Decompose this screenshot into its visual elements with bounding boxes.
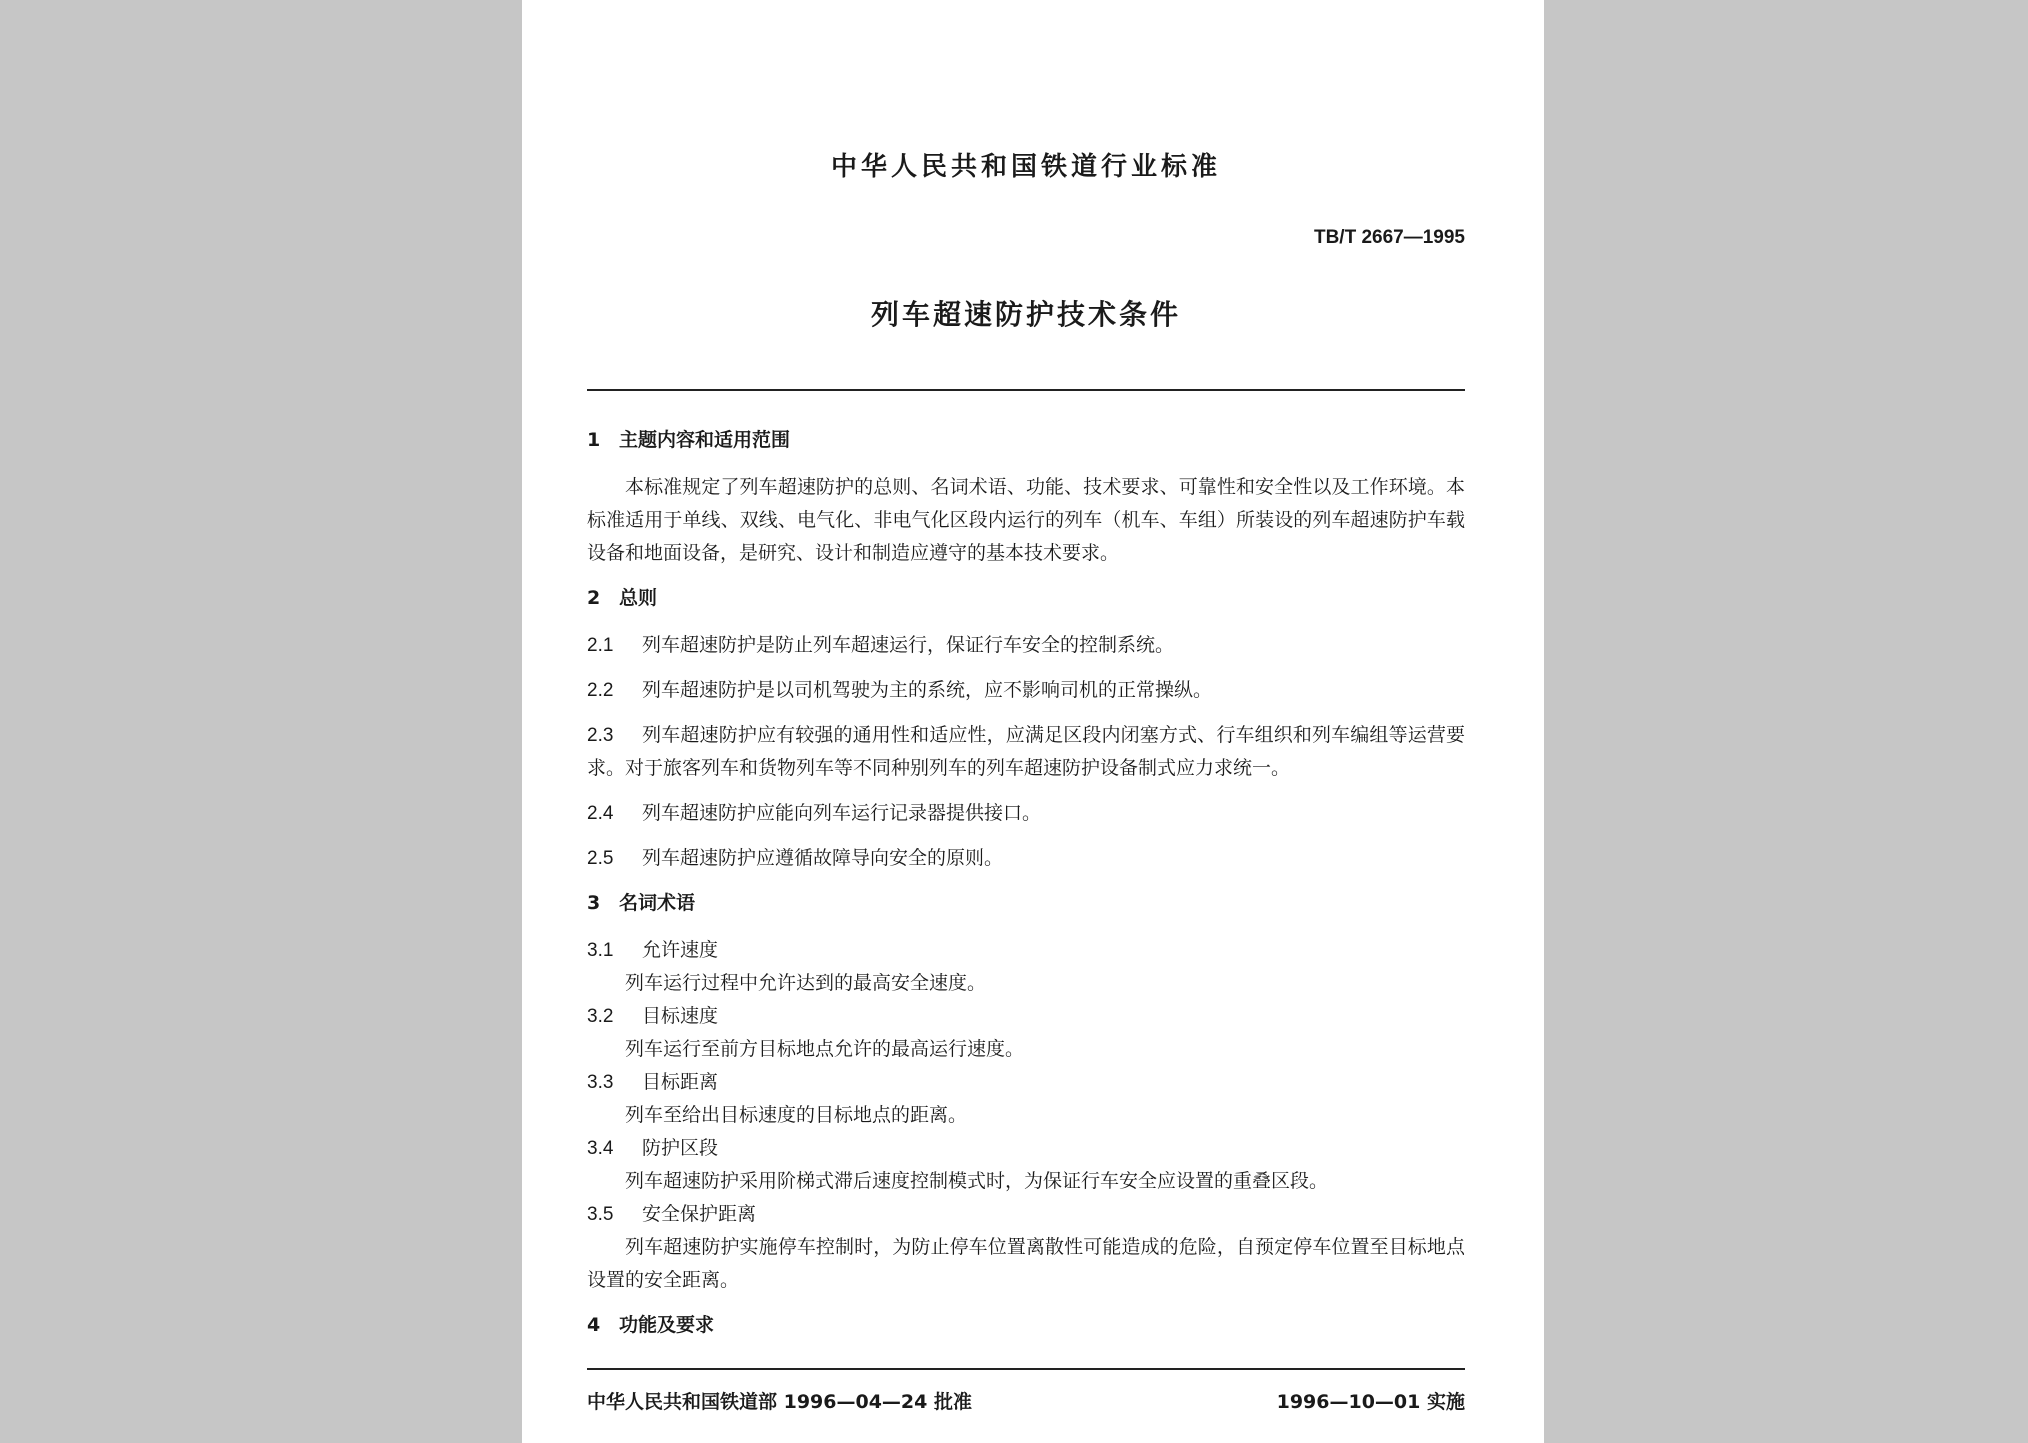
term-3-4 (587, 1132, 1465, 1165)
term-definition: 列车超速防护实施停车控制时，为防止停车位置离散性可能造成的危险，自预定停车位置至目标地点设置的安全距离。 (587, 1236, 1465, 1291)
approval-line: 中华人民共和国铁道部 1996—04—24 批准 (587, 1391, 972, 1413)
clause-2-4 (587, 797, 1465, 830)
section-number: 2 (587, 587, 601, 609)
term-name: 允许速度 (642, 939, 719, 961)
section-title: 名词术语 (619, 892, 696, 914)
document-body (587, 424, 1465, 1356)
standard-code: TB/T 2667—1995 (1313, 227, 1465, 248)
clause-2-5 (587, 842, 1465, 875)
header-divider (587, 389, 1465, 391)
clause-number: 2.2 (587, 680, 614, 701)
section-number: 4 (587, 1314, 601, 1336)
document-page (522, 0, 1544, 1443)
term-number: 3.2 (587, 1006, 614, 1027)
term-name: 目标距离 (642, 1071, 719, 1093)
document-title: 列车超速防护技术条件 (870, 298, 1181, 331)
term-name: 防护区段 (642, 1137, 719, 1159)
clause-text: 列车超速防护是以司机驾驶为主的系统，应不影响司机的正常操纵。 (642, 679, 1213, 701)
term-name: 安全保护距离 (642, 1203, 757, 1225)
clause-number: 2.3 (587, 725, 614, 746)
section-heading-1 (587, 424, 1465, 457)
section-title: 主题内容和适用范围 (619, 429, 791, 451)
term-definition: 列车至给出目标速度的目标地点的距离。 (625, 1104, 968, 1126)
term-number: 3.5 (587, 1204, 614, 1225)
term-definition: 列车运行过程中允许达到的最高安全速度。 (625, 972, 987, 994)
section-heading-4 (587, 1309, 1465, 1342)
term-3-1 (587, 934, 1465, 967)
clause-2-2 (587, 674, 1465, 707)
term-number: 3.3 (587, 1072, 614, 1093)
term-number: 3.4 (587, 1138, 614, 1159)
section-title: 总则 (619, 587, 658, 609)
clause-number: 2.4 (587, 803, 614, 824)
section-heading-3 (587, 887, 1465, 920)
footer-divider (587, 1368, 1465, 1370)
section-heading-2 (587, 582, 1465, 615)
term-3-3 (587, 1066, 1465, 1099)
clause-number: 2.5 (587, 848, 614, 869)
term-definition: 列车超速防护采用阶梯式滞后速度控制模式时，为保证行车安全应设置的重叠区段。 (625, 1170, 1329, 1192)
section-1-paragraph: 本标准规定了列车超速防护的总则、名词术语、功能、技术要求、可靠性和安全性以及工作环境。本标准适用于单线、双线、电气化、非电气化区段内运行的列车（机车、车组）所装设的列车超速防护车载设备和地面设备，是研究、设计和制造应遵守的基本技术要求。 (587, 476, 1465, 564)
issuing-organization: 中华人民共和国铁道行业标准 (830, 152, 1221, 182)
clause-text: 列车超速防护应有较强的通用性和适应性，应满足区段内闭塞方式、行车组织和列车编组等运营要求。对于旅客列车和货物列车等不同种别列车的列车超速防护设备制式应力求统一。 (587, 724, 1465, 779)
clause-2-1 (587, 629, 1465, 662)
clause-text: 列车超速防护是防止列车超速运行，保证行车安全的控制系统。 (642, 634, 1175, 656)
term-3-5 (587, 1198, 1465, 1231)
clause-2-3 (587, 719, 1465, 785)
clause-text: 列车超速防护应能向列车运行记录器提供接口。 (642, 802, 1042, 824)
effective-date: 1996—10—01 实施 (1276, 1391, 1465, 1413)
section-number: 1 (587, 429, 601, 451)
clause-number: 2.1 (587, 635, 614, 656)
section-title: 功能及要求 (619, 1314, 715, 1336)
term-number: 3.1 (587, 940, 614, 961)
term-definition: 列车运行至前方目标地点允许的最高运行速度。 (625, 1038, 1025, 1060)
section-number: 3 (587, 892, 601, 914)
term-name: 目标速度 (642, 1005, 719, 1027)
term-3-2 (587, 1000, 1465, 1033)
clause-text: 列车超速防护应遵循故障导向安全的原则。 (642, 847, 1004, 869)
